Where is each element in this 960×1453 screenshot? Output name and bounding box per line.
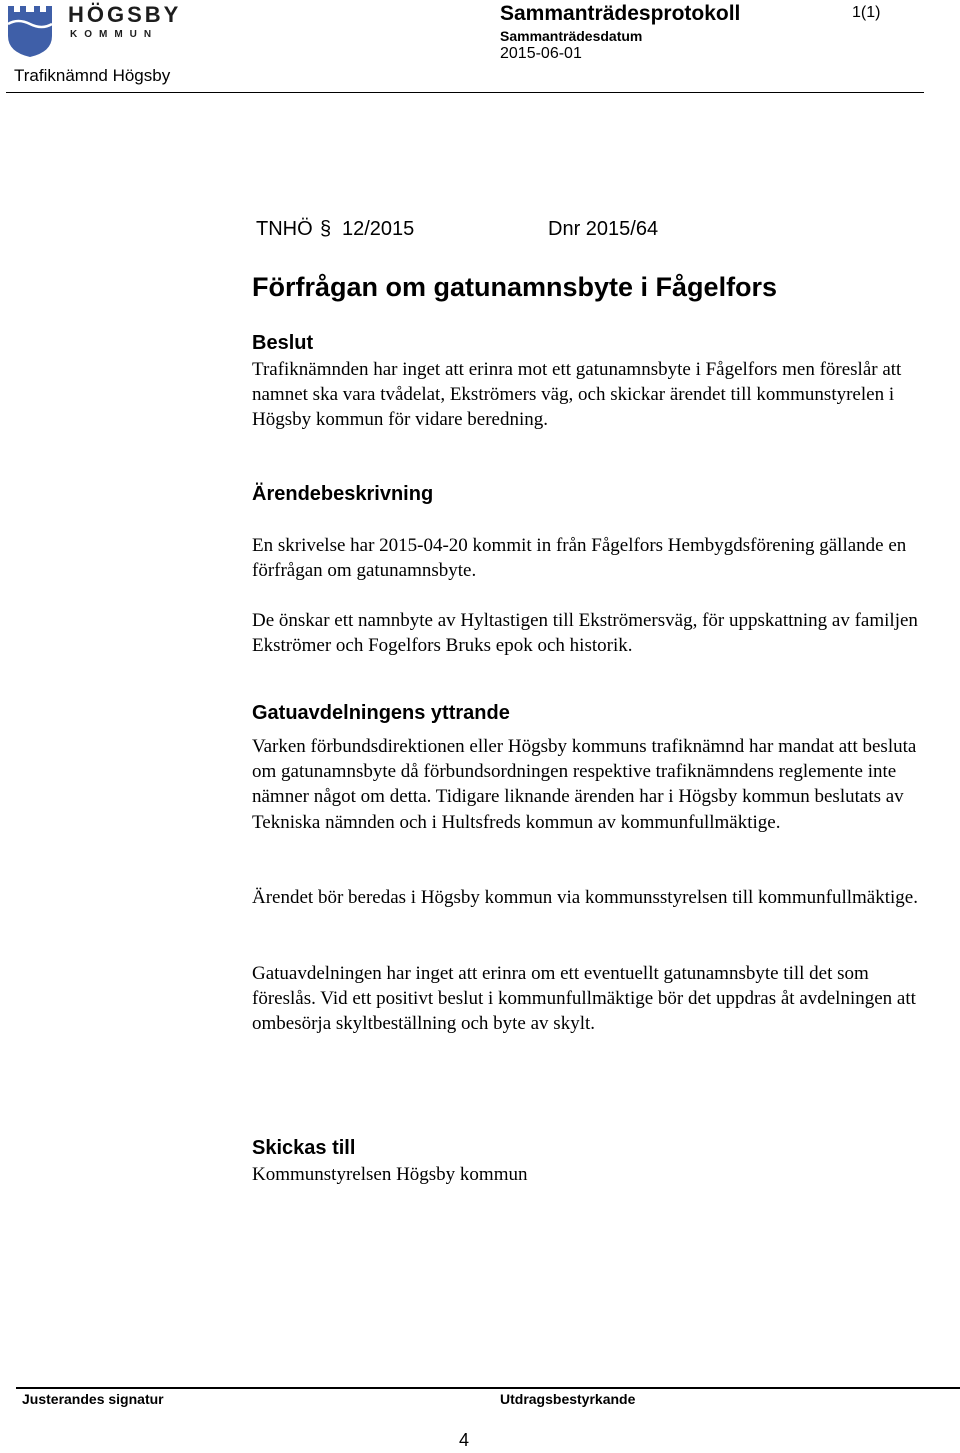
footer-divider [16,1387,960,1389]
meeting-date-value: 2015-06-01 [500,45,582,62]
reference-committee: TNHÖ [256,218,313,240]
section-heading-gatuavdelningen: Gatuavdelningens yttrande [252,702,510,724]
page-number: 4 [459,1430,470,1450]
gatuavdelningen-paragraph-3: Gatuavdelningen har inget att erinra om ett eventuellt gatunamnsbyte till det som föreslås. Vid ett positivt beslut i kommunfullmäktige bör det uppdras åt avdelningen att ombesörja skyltbeställning och byte av skylt. [252,963,916,1035]
diary-number: Dnr 2015/64 [548,218,659,240]
logo-wordmark: HÖGSBY [68,2,182,27]
hogsby-coat-of-arms-icon [6,2,54,58]
gatuavdelningen-paragraph-2: Ärendet bör beredas i Högsby kommun via kommunsstyrelsen till kommunfullmäktige. [252,887,918,908]
section-sign: § [320,218,332,240]
beslut-text: Trafiknämnden har inget att erinra mot ett gatunamnsbyte i Fågelfors men föreslår att namnet ska vara tvådelat, Ekströmers väg, och skickar ärendet till kommunstyrelen i Högsby kommun för vidare beredning. [252,359,902,431]
section-heading-arendebeskrivning: Ärendebeskrivning [252,483,434,505]
logo-subtitle: KOMMUN [70,29,159,40]
meeting-date-label: Sammanträdesdatum [500,28,643,44]
certification-label: Utdragsbestyrkande [500,1391,636,1407]
section-heading-beslut: Beslut [252,332,314,354]
gatuavdelningen-paragraph-1: Varken förbundsdirektionen eller Högsby kommuns trafiknämnd har mandat att besluta om gatunamnsbyte då förbundsordningen respektive trafiknämndens reglemente inte nämner något om detta. Tidigare liknande ärenden har i Högsby kommun beslutats av Tekniska nämnden och i Hultsfreds kommun av kommunfullmäktige. [252,736,917,833]
organization-name: Trafiknämnd Högsby [14,66,171,85]
section-heading-skickas-till: Skickas till [252,1137,356,1159]
skickas-till-recipient: Kommunstyrelsen Högsby kommun [252,1164,528,1185]
reference-number: 12/2015 [342,218,415,240]
document-title: Sammanträdesprotokoll [500,2,741,25]
arendebeskrivning-paragraph-1: En skrivelse har 2015-04-20 kommit in från Fågelfors Hembygdsförening gällande en förfrågan om gatunamnsbyte. [252,535,907,582]
page-title: Förfrågan om gatunamnsbyte i Fågelfors [252,272,778,302]
signature-label: Justerandes signatur [22,1391,164,1407]
header-divider [6,92,924,93]
arendebeskrivning-paragraph-2: De önskar ett namnbyte av Hyltastigen till Ekströmersväg, för uppskattning av familjen Ekströmer och Fogelfors Bruks epok och historik. [252,610,918,657]
page-count: 1(1) [852,4,881,21]
